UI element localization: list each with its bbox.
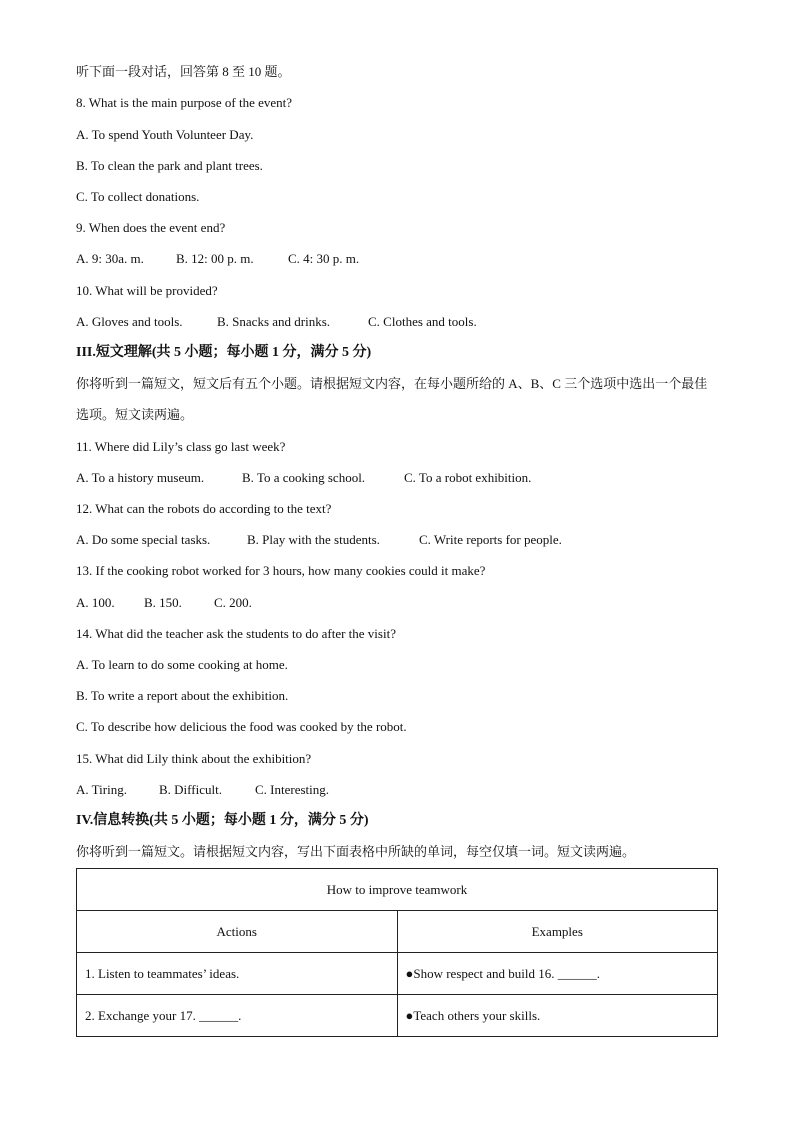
- column-header-examples: Examples: [397, 911, 718, 953]
- question-14-option-b: B. To write a report about the exhibition.: [76, 688, 289, 703]
- question-8-option-b: B. To clean the park and plant trees.: [76, 158, 263, 173]
- question-14-option-c: C. To describe how delicious the food was cooked by the robot.: [76, 719, 407, 734]
- option-c: C. To a robot exhibition.: [404, 470, 532, 485]
- table-cell: ●Teach others your skills.: [397, 995, 718, 1037]
- question-14: 14. What did the teacher ask the students to do after the visit?: [76, 626, 396, 641]
- section-4-instruction: 你将听到一篇短文。请根据短文内容，写出下面表格中所缺的单词，每空仅填一词。短文读两遍。: [76, 844, 636, 859]
- option-c: C. 200.: [214, 595, 252, 610]
- question-15-options: [76, 781, 329, 799]
- question-10-options: [76, 313, 477, 331]
- option-a: A. To a history museum.: [76, 470, 205, 485]
- option-c: C. Clothes and tools.: [368, 314, 477, 329]
- question-8-option-a: A. To spend Youth Volunteer Day.: [76, 127, 254, 142]
- question-14-option-a: A. To learn to do some cooking at home.: [76, 657, 288, 672]
- table-title: How to improve teamwork: [77, 869, 718, 911]
- section-3-title: III.短文理解(共 5 小题；每小题 1 分，满分 5 分): [76, 345, 372, 360]
- question-8: 8. What is the main purpose of the event?: [76, 95, 293, 110]
- option-a: A. Tiring.: [76, 782, 127, 797]
- option-b: B. 150.: [144, 595, 182, 610]
- option-a: A. Do some special tasks.: [76, 532, 211, 547]
- section-4-title: IV.信息转换(共 5 小题；每小题 1 分，满分 5 分): [76, 813, 369, 828]
- question-10: 10. What will be provided?: [76, 283, 218, 298]
- option-a: A. 100.: [76, 595, 115, 610]
- question-8-option-c: C. To collect donations.: [76, 189, 200, 204]
- question-13-options: [76, 594, 252, 612]
- question-15: 15. What did Lily think about the exhibition?: [76, 751, 312, 766]
- table-cell: 2. Exchange your 17. ______.: [77, 995, 398, 1037]
- question-9: 9. When does the event end?: [76, 220, 226, 235]
- table-row: [77, 995, 718, 1037]
- column-header-actions: Actions: [77, 911, 398, 953]
- table-cell: ●Show respect and build 16. ______.: [397, 953, 718, 995]
- question-11: 11. Where did Lily’s class go last week?: [76, 439, 286, 454]
- question-12-options: [76, 531, 562, 549]
- table-header-row: [77, 911, 718, 953]
- question-11-options: [76, 469, 531, 487]
- option-c: C. 4: 30 p. m.: [288, 251, 360, 266]
- option-a: A. 9: 30a. m.: [76, 251, 144, 266]
- listening-intro-8-10: 听下面一段对话，回答第 8 至 10 题。: [76, 64, 291, 79]
- teamwork-table: [76, 868, 718, 1037]
- question-13: 13. If the cooking robot worked for 3 hours, how many cookies could it make?: [76, 563, 486, 578]
- question-12: 12. What can the robots do according to the text?: [76, 501, 332, 516]
- question-9-options: [76, 250, 359, 268]
- table-row: [77, 869, 718, 911]
- option-b: B. 12: 00 p. m.: [176, 251, 254, 266]
- table-cell: 1. Listen to teammates’ ideas.: [77, 953, 398, 995]
- option-a: A. Gloves and tools.: [76, 314, 183, 329]
- option-b: B. Snacks and drinks.: [217, 314, 331, 329]
- option-b: B. Play with the students.: [247, 532, 380, 547]
- option-b: B. To a cooking school.: [242, 470, 366, 485]
- table-row: [77, 953, 718, 995]
- option-b: B. Difficult.: [159, 782, 222, 797]
- option-c: C. Write reports for people.: [419, 532, 562, 547]
- section-3-instruction: 你将听到一篇短文，短文后有五个小题。请根据短文内容，在每小题所给的 A、B、C 三个选项中选出一个最佳选项。短文读两遍。: [76, 376, 708, 422]
- option-c: C. Interesting.: [255, 782, 330, 797]
